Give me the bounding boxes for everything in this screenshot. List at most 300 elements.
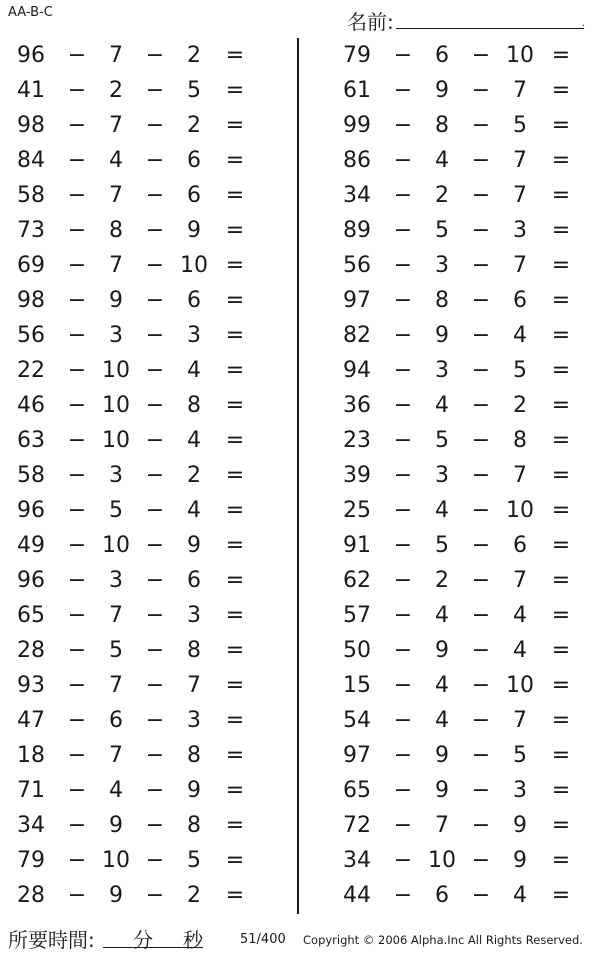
problem-row (0, 249, 270, 284)
subtrahend-2: 10 (180, 253, 208, 278)
problem-row (0, 739, 270, 774)
subtrahend-1: 6 (435, 883, 449, 908)
equals-sign: = (551, 358, 571, 383)
subtrahend-2: 8 (513, 428, 527, 453)
minus-sign: − (145, 393, 165, 418)
minuend: 97 (343, 288, 371, 313)
subtrahend-2: 3 (513, 218, 527, 243)
problem-row (326, 249, 596, 284)
subtrahend-2: 6 (513, 533, 527, 558)
equals-sign: = (551, 253, 571, 278)
page-number: 51/400 (240, 932, 286, 947)
subtrahend-2: 4 (513, 883, 527, 908)
minus-sign: − (393, 813, 413, 838)
subtrahend-1: 4 (435, 498, 449, 523)
minuend: 15 (343, 673, 371, 698)
subtrahend-1: 10 (102, 533, 130, 558)
subtrahend-1: 7 (109, 743, 123, 768)
minus-sign: − (67, 43, 87, 68)
minuend: 98 (17, 113, 45, 138)
minus-sign: − (471, 533, 491, 558)
minuend: 84 (17, 148, 45, 173)
minus-sign: − (393, 883, 413, 908)
minus-sign: − (67, 638, 87, 663)
problem-row (0, 529, 270, 564)
subtrahend-1: 9 (109, 813, 123, 838)
problem-row (326, 284, 596, 319)
subtrahend-1: 10 (102, 848, 130, 873)
minutes-label: 分 (133, 928, 153, 952)
subtrahend-1: 7 (109, 183, 123, 208)
subtrahend-2: 8 (187, 743, 201, 768)
minus-sign: − (67, 113, 87, 138)
minuend: 34 (343, 848, 371, 873)
equals-sign: = (225, 428, 245, 453)
minuend: 65 (343, 778, 371, 803)
minus-sign: − (145, 673, 165, 698)
equals-sign: = (225, 78, 245, 103)
minuend: 58 (17, 183, 45, 208)
equals-sign: = (551, 708, 571, 733)
subtrahend-1: 4 (435, 673, 449, 698)
sheet-code: AA-B-C (8, 5, 53, 20)
problem-row (326, 634, 596, 669)
subtrahend-1: 4 (109, 778, 123, 803)
problem-row (0, 144, 270, 179)
minuend: 79 (17, 848, 45, 873)
equals-sign: = (225, 218, 245, 243)
minus-sign: − (67, 708, 87, 733)
equals-sign: = (225, 883, 245, 908)
equals-sign: = (551, 883, 571, 908)
subtrahend-2: 7 (513, 253, 527, 278)
subtrahend-2: 9 (513, 848, 527, 873)
subtrahend-2: 6 (187, 148, 201, 173)
problem-row (326, 319, 596, 354)
minus-sign: − (471, 813, 491, 838)
minus-sign: − (471, 498, 491, 523)
subtrahend-2: 4 (513, 603, 527, 628)
equals-sign: = (225, 43, 245, 68)
minus-sign: − (393, 778, 413, 803)
minus-sign: − (393, 603, 413, 628)
minus-sign: − (393, 183, 413, 208)
minuend: 44 (343, 883, 371, 908)
equals-sign: = (551, 743, 571, 768)
problem-row (326, 179, 596, 214)
minus-sign: − (67, 813, 87, 838)
minuend: 96 (17, 568, 45, 593)
equals-sign: = (225, 113, 245, 138)
equals-sign: = (551, 673, 571, 698)
equals-sign: = (551, 498, 571, 523)
equals-sign: = (551, 778, 571, 803)
minus-sign: − (393, 568, 413, 593)
minus-sign: − (471, 148, 491, 173)
equals-sign: = (551, 568, 571, 593)
minus-sign: − (393, 253, 413, 278)
problem-row (0, 319, 270, 354)
minuend: 39 (343, 463, 371, 488)
problem-row (326, 809, 596, 844)
subtrahend-2: 4 (187, 498, 201, 523)
subtrahend-1: 5 (109, 638, 123, 663)
minus-sign: − (67, 603, 87, 628)
problem-row (0, 459, 270, 494)
subtrahend-1: 10 (102, 358, 130, 383)
subtrahend-1: 2 (435, 183, 449, 208)
minus-sign: − (393, 673, 413, 698)
minuend: 61 (343, 78, 371, 103)
subtrahend-2: 7 (513, 183, 527, 208)
problem-row (326, 214, 596, 249)
minus-sign: − (393, 43, 413, 68)
equals-sign: = (225, 743, 245, 768)
subtrahend-1: 3 (109, 463, 123, 488)
minuend: 91 (343, 533, 371, 558)
equals-sign: = (225, 393, 245, 418)
minuend: 65 (17, 603, 45, 628)
subtrahend-1: 6 (109, 708, 123, 733)
time-taken-label: 所要時間: (8, 928, 95, 952)
minus-sign: − (145, 148, 165, 173)
minus-sign: − (471, 883, 491, 908)
minus-sign: − (145, 708, 165, 733)
equals-sign: = (225, 358, 245, 383)
subtrahend-1: 7 (109, 253, 123, 278)
minuend: 22 (17, 358, 45, 383)
minus-sign: − (67, 533, 87, 558)
subtrahend-2: 2 (187, 43, 201, 68)
minuend: 23 (343, 428, 371, 453)
minus-sign: − (393, 498, 413, 523)
equals-sign: = (225, 603, 245, 628)
problem-row (0, 844, 270, 879)
subtrahend-2: 6 (187, 288, 201, 313)
minus-sign: − (393, 428, 413, 453)
minus-sign: − (67, 358, 87, 383)
minus-sign: − (471, 673, 491, 698)
minus-sign: − (471, 323, 491, 348)
subtrahend-1: 8 (109, 218, 123, 243)
subtrahend-1: 2 (435, 568, 449, 593)
minus-sign: − (67, 78, 87, 103)
subtrahend-2: 2 (513, 393, 527, 418)
problem-row (0, 179, 270, 214)
problem-row (0, 669, 270, 704)
equals-sign: = (551, 78, 571, 103)
minus-sign: − (67, 778, 87, 803)
subtrahend-2: 8 (187, 813, 201, 838)
minuend: 58 (17, 463, 45, 488)
problem-row (0, 564, 270, 599)
equals-sign: = (225, 813, 245, 838)
minus-sign: − (393, 358, 413, 383)
subtrahend-2: 2 (187, 883, 201, 908)
minus-sign: − (67, 673, 87, 698)
minus-sign: − (145, 288, 165, 313)
subtrahend-1: 3 (435, 253, 449, 278)
problem-row (0, 39, 270, 74)
minuend: 82 (343, 323, 371, 348)
minus-sign: − (471, 113, 491, 138)
minuend: 18 (17, 743, 45, 768)
minus-sign: − (67, 183, 87, 208)
problem-row (0, 634, 270, 669)
subtrahend-2: 6 (187, 568, 201, 593)
minuend: 36 (343, 393, 371, 418)
minuend: 73 (17, 218, 45, 243)
subtrahend-2: 5 (513, 743, 527, 768)
minus-sign: − (145, 638, 165, 663)
minus-sign: − (145, 253, 165, 278)
minus-sign: − (471, 288, 491, 313)
subtrahend-1: 7 (435, 813, 449, 838)
subtrahend-1: 3 (435, 358, 449, 383)
minus-sign: − (393, 148, 413, 173)
equals-sign: = (551, 218, 571, 243)
problem-row (326, 424, 596, 459)
subtrahend-2: 3 (513, 778, 527, 803)
minuend: 97 (343, 743, 371, 768)
equals-sign: = (225, 778, 245, 803)
minuend: 28 (17, 638, 45, 663)
minus-sign: − (145, 113, 165, 138)
minus-sign: − (145, 428, 165, 453)
subtrahend-1: 9 (435, 323, 449, 348)
footer (0, 920, 600, 952)
equals-sign: = (551, 183, 571, 208)
minus-sign: − (67, 288, 87, 313)
minus-sign: − (67, 568, 87, 593)
minus-sign: − (145, 463, 165, 488)
minuend: 56 (343, 253, 371, 278)
minuend: 63 (17, 428, 45, 453)
minus-sign: − (393, 393, 413, 418)
minus-sign: − (471, 848, 491, 873)
minus-sign: − (471, 393, 491, 418)
problem-row (0, 494, 270, 529)
minus-sign: − (145, 323, 165, 348)
minus-sign: − (471, 778, 491, 803)
minus-sign: − (471, 463, 491, 488)
problem-row (326, 564, 596, 599)
subtrahend-2: 7 (513, 148, 527, 173)
problem-row (326, 74, 596, 109)
minuend: 96 (17, 43, 45, 68)
minus-sign: − (145, 78, 165, 103)
subtrahend-2: 7 (513, 78, 527, 103)
minus-sign: − (393, 743, 413, 768)
problem-row (0, 214, 270, 249)
problem-row (0, 284, 270, 319)
subtrahend-2: 10 (506, 498, 534, 523)
minus-sign: − (393, 323, 413, 348)
problem-row (326, 494, 596, 529)
minus-sign: − (471, 218, 491, 243)
minuend: 50 (343, 638, 371, 663)
problem-row (326, 39, 596, 74)
subtrahend-1: 3 (435, 463, 449, 488)
minus-sign: − (67, 498, 87, 523)
equals-sign: = (551, 43, 571, 68)
subtrahend-1: 5 (435, 428, 449, 453)
minuend: 25 (343, 498, 371, 523)
minuend: 99 (343, 113, 371, 138)
minuend: 56 (17, 323, 45, 348)
minuend: 98 (17, 288, 45, 313)
subtrahend-1: 9 (435, 638, 449, 663)
minuend: 57 (343, 603, 371, 628)
subtrahend-2: 3 (187, 323, 201, 348)
minuend: 41 (17, 78, 45, 103)
minus-sign: − (393, 78, 413, 103)
equals-sign: = (225, 148, 245, 173)
minus-sign: − (145, 883, 165, 908)
subtrahend-1: 7 (109, 113, 123, 138)
minuend: 96 (17, 498, 45, 523)
problem-row (326, 459, 596, 494)
minus-sign: − (145, 778, 165, 803)
subtrahend-2: 7 (513, 568, 527, 593)
minus-sign: − (471, 428, 491, 453)
equals-sign: = (551, 113, 571, 138)
problem-row (326, 599, 596, 634)
subtrahend-2: 8 (187, 638, 201, 663)
subtrahend-1: 8 (435, 113, 449, 138)
minuend: 46 (17, 393, 45, 418)
subtrahend-2: 3 (187, 708, 201, 733)
subtrahend-2: 6 (187, 183, 201, 208)
equals-sign: = (225, 848, 245, 873)
subtrahend-2: 9 (187, 218, 201, 243)
subtrahend-2: 9 (187, 778, 201, 803)
minuend: 69 (17, 253, 45, 278)
minuend: 94 (343, 358, 371, 383)
minus-sign: − (471, 638, 491, 663)
problem-row (0, 74, 270, 109)
subtrahend-1: 5 (435, 533, 449, 558)
subtrahend-2: 10 (506, 43, 534, 68)
copyright-notice: Copyright © 2006 Alpha.Inc All Rights Reserved. (303, 933, 583, 947)
minus-sign: − (67, 883, 87, 908)
problem-row (326, 144, 596, 179)
equals-sign: = (225, 638, 245, 663)
subtrahend-2: 10 (506, 673, 534, 698)
minus-sign: − (393, 848, 413, 873)
minus-sign: − (67, 463, 87, 488)
equals-sign: = (551, 393, 571, 418)
subtrahend-2: 7 (513, 463, 527, 488)
equals-sign: = (225, 533, 245, 558)
minus-sign: − (145, 533, 165, 558)
minus-sign: − (471, 43, 491, 68)
minus-sign: − (145, 813, 165, 838)
minus-sign: − (393, 638, 413, 663)
seconds-label: 秒 (183, 928, 203, 952)
minus-sign: − (145, 498, 165, 523)
minuend: 62 (343, 568, 371, 593)
name-line-dot: . (582, 18, 586, 29)
name-input-line[interactable] (396, 28, 584, 29)
subtrahend-1: 9 (109, 883, 123, 908)
subtrahend-1: 5 (435, 218, 449, 243)
problem-row (0, 809, 270, 844)
minus-sign: − (471, 603, 491, 628)
minuend: 49 (17, 533, 45, 558)
problem-column-right (326, 39, 596, 914)
subtrahend-1: 4 (435, 708, 449, 733)
minus-sign: − (67, 848, 87, 873)
equals-sign: = (551, 288, 571, 313)
problem-row (0, 879, 270, 914)
minus-sign: − (471, 78, 491, 103)
problem-row (326, 704, 596, 739)
problem-row (326, 354, 596, 389)
minus-sign: − (393, 533, 413, 558)
minuend: 47 (17, 708, 45, 733)
minuend: 34 (17, 813, 45, 838)
minus-sign: − (471, 743, 491, 768)
minus-sign: − (67, 428, 87, 453)
subtrahend-1: 9 (435, 743, 449, 768)
minus-sign: − (145, 218, 165, 243)
minus-sign: − (67, 148, 87, 173)
subtrahend-1: 3 (109, 568, 123, 593)
subtrahend-2: 5 (187, 78, 201, 103)
minus-sign: − (145, 848, 165, 873)
subtrahend-1: 10 (102, 393, 130, 418)
subtrahend-2: 6 (513, 288, 527, 313)
subtrahend-2: 4 (513, 638, 527, 663)
equals-sign: = (225, 323, 245, 348)
equals-sign: = (225, 463, 245, 488)
minus-sign: − (145, 43, 165, 68)
subtrahend-1: 10 (102, 428, 130, 453)
equals-sign: = (551, 638, 571, 663)
subtrahend-2: 9 (187, 533, 201, 558)
name-label: 名前: (347, 10, 394, 34)
subtrahend-2: 2 (187, 113, 201, 138)
equals-sign: = (225, 498, 245, 523)
equals-sign: = (551, 533, 571, 558)
subtrahend-1: 3 (109, 323, 123, 348)
minus-sign: − (393, 463, 413, 488)
problem-row (326, 879, 596, 914)
subtrahend-2: 3 (187, 603, 201, 628)
minus-sign: − (471, 358, 491, 383)
minus-sign: − (393, 218, 413, 243)
problem-row (326, 529, 596, 564)
subtrahend-1: 6 (435, 43, 449, 68)
minus-sign: − (67, 253, 87, 278)
minus-sign: − (145, 743, 165, 768)
subtrahend-2: 5 (513, 358, 527, 383)
equals-sign: = (225, 673, 245, 698)
subtrahend-1: 5 (109, 498, 123, 523)
minuend: 34 (343, 183, 371, 208)
minuend: 79 (343, 43, 371, 68)
equals-sign: = (225, 253, 245, 278)
problem-row (326, 669, 596, 704)
minus-sign: − (67, 743, 87, 768)
problem-row (326, 774, 596, 809)
subtrahend-1: 7 (109, 603, 123, 628)
column-divider (297, 38, 299, 914)
problem-row (0, 354, 270, 389)
equals-sign: = (225, 568, 245, 593)
minuend: 93 (17, 673, 45, 698)
